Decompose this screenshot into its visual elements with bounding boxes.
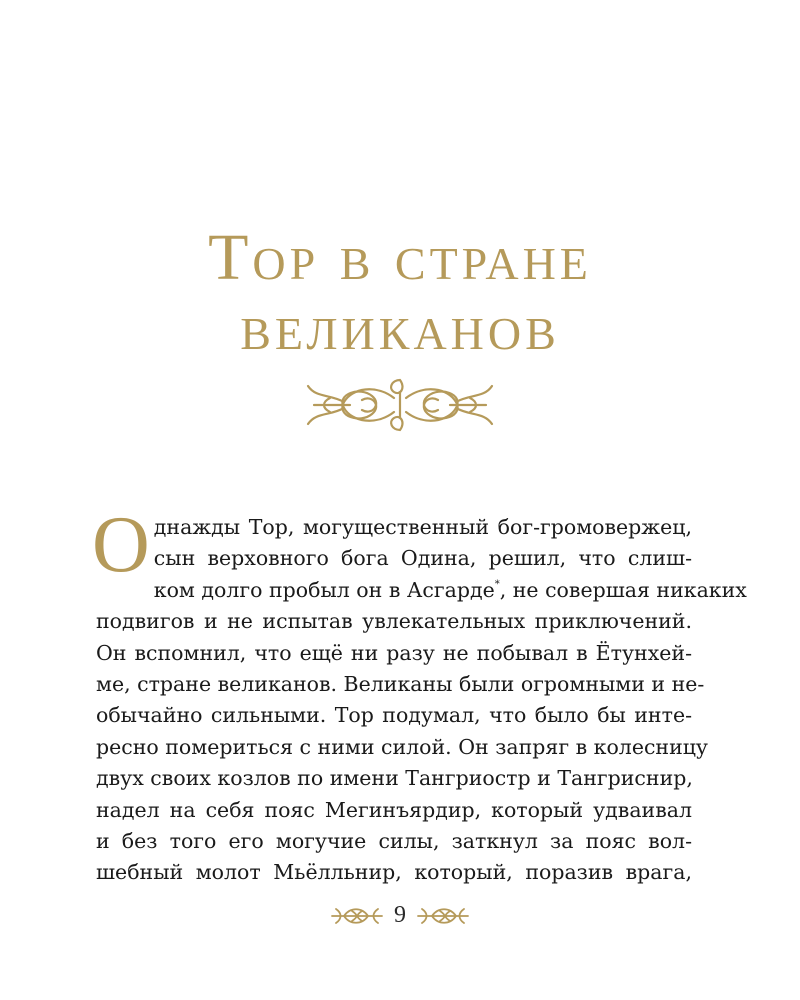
drop-cap: О (92, 501, 150, 589)
text-segment: ком долго пробыл он в Асгарде (153, 577, 495, 602)
chapter-title-line1 (0, 218, 800, 298)
text-line: подвигов и не испытав увлекательных приключений. (96, 609, 692, 634)
knot-ornament-small-icon (416, 905, 470, 927)
text-line: двух своих козлов по имени Тангриостр и Тангриснир, (96, 766, 693, 791)
text-line: ресно помериться с ними силой. Он запряг в колесницу (96, 734, 708, 759)
text-line: шебный молот Мьёлльнир, который, поразив врага, (96, 860, 692, 885)
text-line (96, 575, 747, 606)
knot-ornament-icon (300, 372, 500, 438)
title-initial: Т (208, 221, 253, 294)
chapter-title-line2: великанов (240, 291, 560, 364)
text-line: надел на себя пояс Мегинъярдир, который удваивал (96, 797, 692, 822)
text-line: и без того его могучие силы, заткнул за пояс вол- (96, 829, 692, 854)
title-rest: ор в стране (252, 221, 592, 294)
text-line: сын верховного бога Одина, решил, что слиш- (153, 546, 692, 571)
page-footer (300, 895, 500, 935)
page-number: 9 (394, 902, 406, 928)
knot-ornament-small-icon (330, 905, 384, 927)
text-segment: , не совершая никаких (499, 577, 747, 602)
text-line: обычайно сильными. Тор подумал, что было бы инте- (96, 703, 692, 728)
text-line: днажды Тор, могущественный бог-громовержец, (153, 515, 692, 539)
body-text (92, 501, 747, 889)
text-line: Он вспомнил, что ещё ни разу не побывал в Ётунхей- (96, 640, 692, 665)
footnote-mark: * (494, 578, 500, 590)
text-line: ме, стране великанов. Великаны были огромными и не- (96, 672, 705, 697)
